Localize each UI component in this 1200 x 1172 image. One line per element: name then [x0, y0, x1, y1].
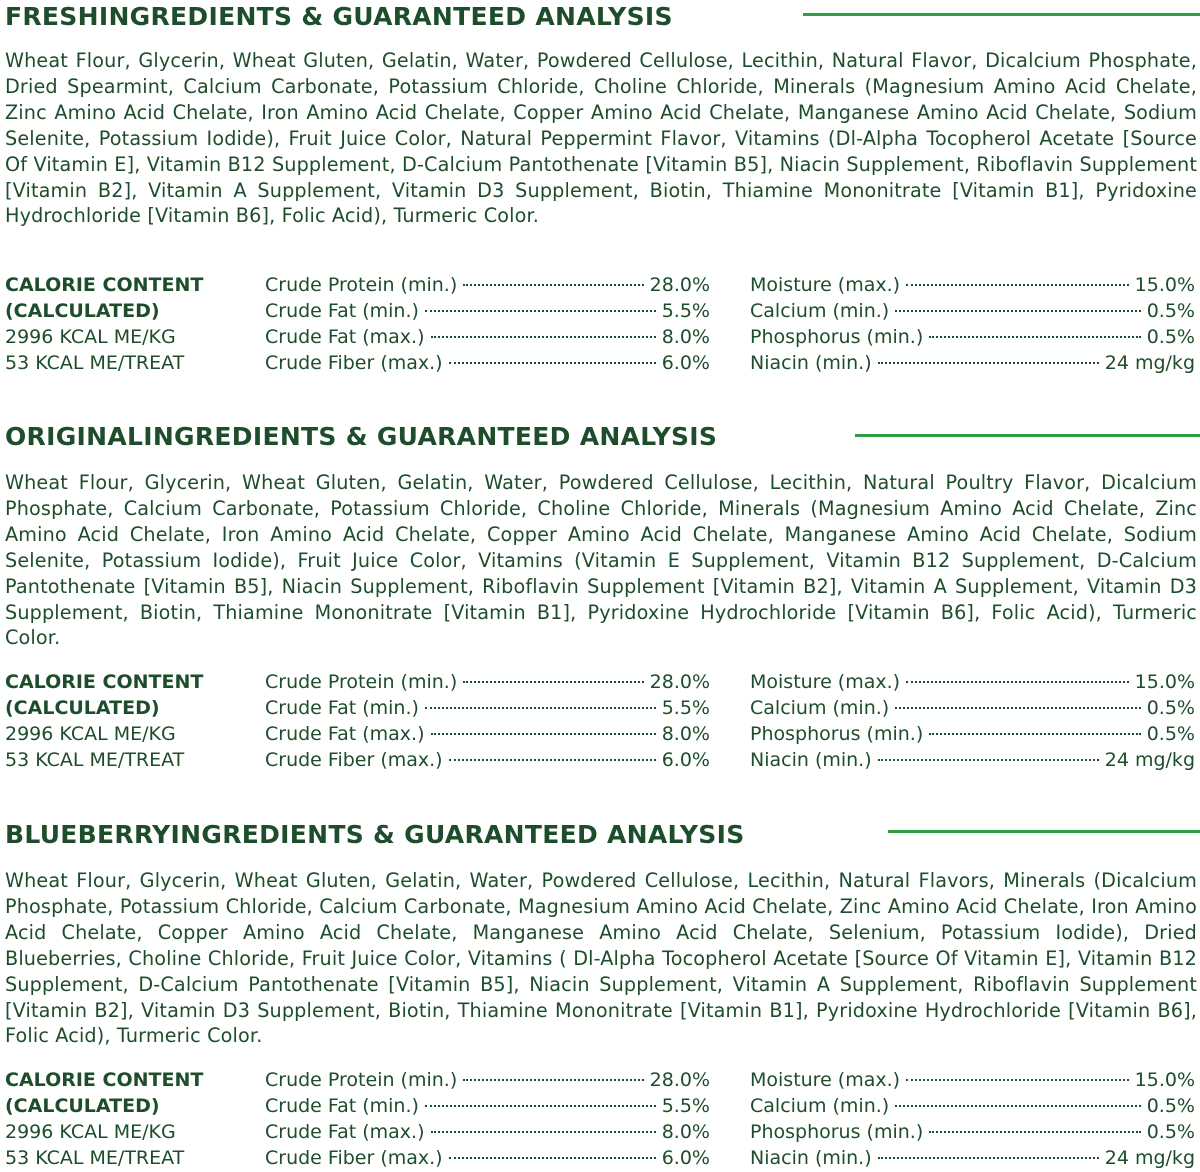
analysis-row — [750, 1119, 1195, 1145]
nutrient-value: 24 mg/kg — [1104, 1147, 1195, 1169]
analysis-row — [265, 669, 710, 695]
nutrient-value: 15.0% — [1134, 1069, 1195, 1091]
analysis-row — [265, 272, 710, 298]
section-heading — [5, 0, 673, 32]
analysis-row — [750, 272, 1195, 298]
calorie-per-treat: 53 KCAL ME/TREAT — [5, 352, 185, 374]
heading-rule — [855, 434, 1200, 437]
nutrient-value: 5.5% — [661, 1095, 710, 1117]
nutrient-value: 0.5% — [1146, 697, 1195, 719]
variant-name: FRESH — [5, 1, 99, 31]
calorie-per-treat: 53 KCAL ME/TREAT — [5, 1147, 185, 1169]
guaranteed-analysis — [0, 669, 1200, 773]
nutrient-label: Phosphorus (min.) — [750, 1121, 924, 1143]
analysis-row — [265, 695, 710, 721]
ingredients-text: Wheat Flour, Glycerin, Wheat Gluten, Gelatin, Water, Powdered Cellulose, Lecithin, Natural Flavors, Minerals (Dicalcium Phosphate, Potassium Chloride, Calcium Carbonate, Magnesium Amino Acid Chelate, Zinc Amino Acid Chelate, Iron Amino Acid Chelate, Copper Amino Acid Chelate, Manganese Amino Acid Chelate, Selenium, Potassium Iodide), Dried Blueberries, Choline Chloride, Fruit Juice Color, Vitamins ( Dl-Alpha Tocopherol Acetate [Source Of Vitamin E], Vitamin B12 Supplement, D-Calcium Pantothenate [Vitamin B5], Niacin Supplement, Vitamin A Supplement, Riboflavin Supplement [Vitamin B2], Vitamin D3 Supplement, Biotin, Thiamine Mononitrate [Vitamin B1], Pyridoxine Hydrochloride [Vitamin B6], Folic Acid), Turmeric Color. — [5, 869, 1197, 1048]
nutrient-value: 0.5% — [1146, 723, 1195, 745]
analysis-row — [750, 1145, 1195, 1171]
analysis-row — [750, 350, 1195, 376]
calorie-title: CALORIE CONTENT — [5, 1069, 204, 1091]
nutrient-value: 6.0% — [661, 1147, 710, 1169]
dot-leader — [449, 1156, 656, 1159]
dot-leader — [463, 680, 643, 683]
analysis-row — [750, 747, 1195, 773]
nutrient-label: Moisture (max.) — [750, 1069, 901, 1091]
analysis-row — [750, 721, 1195, 747]
nutrient-value: 0.5% — [1146, 1095, 1195, 1117]
analysis-row — [750, 1067, 1195, 1093]
guaranteed-analysis — [0, 272, 1200, 376]
section-blueberry — [0, 818, 1200, 1172]
nutrient-value: 8.0% — [661, 723, 710, 745]
dot-leader — [906, 680, 1129, 683]
analysis-right-column — [750, 272, 1195, 376]
nutrient-label: Crude Fat (max.) — [265, 723, 425, 745]
dot-leader — [906, 283, 1129, 286]
dot-leader — [425, 706, 656, 709]
dot-leader — [463, 1078, 643, 1081]
dot-leader — [425, 1104, 656, 1107]
analysis-row — [750, 298, 1195, 324]
variant-name: BLUEBERRY — [5, 819, 171, 849]
analysis-row — [265, 1119, 710, 1145]
dot-leader — [449, 361, 656, 364]
dot-leader — [895, 309, 1141, 312]
nutrient-value: 8.0% — [661, 1121, 710, 1143]
nutrient-label: Crude Fiber (max.) — [265, 1147, 443, 1169]
analysis-row — [265, 721, 710, 747]
analysis-left-column — [265, 669, 710, 773]
heading-text: INGREDIENTS & GUARANTEED ANALYSIS — [98, 1, 673, 31]
nutrient-value: 15.0% — [1134, 274, 1195, 296]
nutrient-value: 8.0% — [661, 326, 710, 348]
nutrient-value: 24 mg/kg — [1104, 352, 1195, 374]
analysis-left-column — [265, 1067, 710, 1171]
analysis-right-column — [750, 669, 1195, 773]
nutrient-label: Calcium (min.) — [750, 1095, 890, 1117]
calorie-title: CALORIE CONTENT — [5, 274, 204, 296]
nutrient-value: 5.5% — [661, 300, 710, 322]
nutrient-value: 6.0% — [661, 352, 710, 374]
section-fresh — [0, 0, 1200, 380]
calorie-subtitle: (CALCULATED) — [5, 300, 160, 322]
analysis-row — [750, 1093, 1195, 1119]
nutrient-label: Niacin (min.) — [750, 749, 872, 771]
nutrient-label: Phosphorus (min.) — [750, 723, 924, 745]
nutrient-label: Crude Fat (max.) — [265, 326, 425, 348]
dot-leader — [425, 309, 656, 312]
nutrient-value: 6.0% — [661, 749, 710, 771]
analysis-right-column — [750, 1067, 1195, 1171]
analysis-row — [750, 324, 1195, 350]
nutrient-label: Crude Fat (min.) — [265, 300, 419, 322]
dot-leader — [895, 706, 1141, 709]
analysis-row — [750, 669, 1195, 695]
dot-leader — [878, 1156, 1099, 1159]
calorie-content — [5, 272, 255, 376]
dot-leader — [449, 758, 656, 761]
nutrient-label: Moisture (max.) — [750, 274, 901, 296]
analysis-row — [265, 1067, 710, 1093]
dot-leader — [878, 361, 1099, 364]
calorie-content — [5, 669, 255, 773]
analysis-row — [750, 695, 1195, 721]
analysis-row — [265, 298, 710, 324]
nutrient-label: Crude Fat (min.) — [265, 1095, 419, 1117]
calorie-subtitle: (CALCULATED) — [5, 1095, 160, 1117]
dot-leader — [895, 1104, 1141, 1107]
ingredients-text: Wheat Flour, Glycerin, Wheat Gluten, Gelatin, Water, Powdered Cellulose, Lecithin, Natural Flavor, Dicalcium Phosphate, Dried Spearmint, Calcium Carbonate, Potassium Chloride, Choline Chloride, Minerals (Magnesium Amino Acid Chelate, Zinc Amino Acid Chelate, Iron Amino Acid Chelate, Copper Amino Acid Chelate, Manganese Amino Acid Chelate, Sodium Selenite, Potassium Iodide), Fruit Juice Color, Natural Peppermint Flavor, Vitamins (Dl-Alpha Tocopherol Acetate [Source Of Vitamin E], Vitamin B12 Supplement, D-Calcium Pantothenate [Vitamin B5], Niacin Supplement, Riboflavin Supplement [Vitamin B2], Vitamin A Supplement, Vitamin D3 Supplement, Biotin, Thiamine Mononitrate [Vitamin B1], Pyridoxine Hydrochloride [Vitamin B6], Folic Acid), Turmeric Color. — [5, 49, 1197, 228]
dot-leader — [463, 283, 643, 286]
nutrient-label: Phosphorus (min.) — [750, 326, 924, 348]
ingredients-text: Wheat Flour, Glycerin, Wheat Gluten, Gelatin, Water, Powdered Cellulose, Lecithin, Natural Poultry Flavor, Dicalcium Phosphate, Calcium Carbonate, Potassium Chloride, Choline Chloride, Minerals (Magnesium Amino Acid Chelate, Zinc Amino Acid Chelate, Iron Amino Acid Chelate, Copper Amino Acid Chelate, Manganese Amino Acid Chelate, Sodium Selenite, Potassium Iodide), Fruit Juice Color, Vitamins (Vitamin E Supplement, Vitamin B12 Supplement, D-Calcium Pantothenate [Vitamin B5], Niacin Supplement, Riboflavin Supplement [Vitamin B2], Vitamin A Supplement, Vitamin D3 Supplement, Biotin, Thiamine Mononitrate [Vitamin B1], Pyridoxine Hydrochloride [Vitamin B6], Folic Acid), Turmeric Color. — [5, 471, 1197, 650]
nutrient-value: 0.5% — [1146, 1121, 1195, 1143]
calorie-subtitle: (CALCULATED) — [5, 697, 160, 719]
dot-leader — [431, 335, 656, 338]
section-heading — [5, 420, 717, 452]
calorie-content — [5, 1067, 255, 1171]
nutrient-label: Niacin (min.) — [750, 352, 872, 374]
nutrient-label: Crude Fiber (max.) — [265, 352, 443, 374]
analysis-row — [265, 747, 710, 773]
analysis-row — [265, 350, 710, 376]
nutrient-label: Moisture (max.) — [750, 671, 901, 693]
guaranteed-analysis — [0, 1067, 1200, 1171]
nutrient-label: Crude Fiber (max.) — [265, 749, 443, 771]
calorie-per-kg: 2996 KCAL ME/KG — [5, 1121, 176, 1143]
nutrient-label: Crude Fat (min.) — [265, 697, 419, 719]
nutrient-value: 24 mg/kg — [1104, 749, 1195, 771]
dot-leader — [431, 1130, 656, 1133]
dot-leader — [929, 1130, 1140, 1133]
dot-leader — [431, 732, 656, 735]
heading-text: INGREDIENTS & GUARANTEED ANALYSIS — [143, 421, 718, 451]
nutrient-value: 28.0% — [649, 274, 710, 296]
dot-leader — [878, 758, 1099, 761]
calorie-per-kg: 2996 KCAL ME/KG — [5, 723, 176, 745]
calorie-per-treat: 53 KCAL ME/TREAT — [5, 749, 185, 771]
section-heading — [5, 818, 745, 850]
nutrient-label: Crude Protein (min.) — [265, 274, 458, 296]
heading-rule — [888, 830, 1200, 833]
analysis-left-column — [265, 272, 710, 376]
nutrient-label: Niacin (min.) — [750, 1147, 872, 1169]
nutrient-label: Calcium (min.) — [750, 300, 890, 322]
nutrient-value: 15.0% — [1134, 671, 1195, 693]
section-original — [0, 420, 1200, 790]
nutrient-value: 5.5% — [661, 697, 710, 719]
analysis-row — [265, 1093, 710, 1119]
heading-rule — [803, 13, 1200, 16]
dot-leader — [929, 335, 1140, 338]
nutrient-label: Crude Protein (min.) — [265, 1069, 458, 1091]
nutrient-label: Calcium (min.) — [750, 697, 890, 719]
calorie-title: CALORIE CONTENT — [5, 671, 204, 693]
nutrient-label: Crude Fat (max.) — [265, 1121, 425, 1143]
analysis-row — [265, 324, 710, 350]
dot-leader — [906, 1078, 1129, 1081]
nutrient-value: 0.5% — [1146, 300, 1195, 322]
nutrient-value: 0.5% — [1146, 326, 1195, 348]
heading-text: INGREDIENTS & GUARANTEED ANALYSIS — [170, 819, 745, 849]
analysis-row — [265, 1145, 710, 1171]
nutrient-value: 28.0% — [649, 1069, 710, 1091]
nutrient-value: 28.0% — [649, 671, 710, 693]
nutrient-label: Crude Protein (min.) — [265, 671, 458, 693]
calorie-per-kg: 2996 KCAL ME/KG — [5, 326, 176, 348]
dot-leader — [929, 732, 1140, 735]
variant-name: ORIGINAL — [5, 421, 144, 451]
